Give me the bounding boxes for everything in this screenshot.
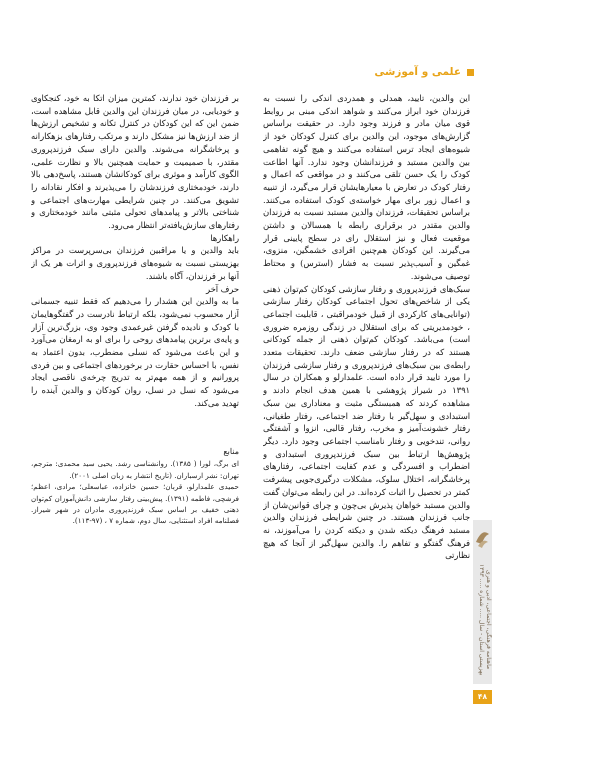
body-paragraph: این والدین، تایید، همدلی و همدردی اندکی را نسبت به فرزندان خود ابراز می‌کنند و شواهد اندکی مبنی بر روابط قوی میان مادر و فرزند وجود دارد. در حقیقت براساس گزارش‌های موجود، این والدین برای کنترل کودکان خود از شیوه‌های ایجاد ترس استفاده می‌کنند و هیچ گونه تفاهمی بین والدین مستبد و فرزندانشان وجود ندارد. آنها اطاعت کودک را یک حسن تلقی می‌کنند و در مواقعی که اعمال و رفتار کودک در تعارض با معیارهایشان قرار می‌گیرد، از تنبیه و اعمال زور برای مهار خواسته‌ی کودک استفاده می‌کنند. براساس تحقیقات، فرزندان والدین مستبد نسبت به فرزندان والدین مقتدر در برقراری رابطه با همسالان و داشتن موقعیت فعال و نیز استقلال رای در سطح پایینی قرار می‌گیرند. این کودکان هم‌چنین افرادی خشمگین، منزوی، غمگین و آسیب‌پذیر نسبت به فشار (استرس) و محتاط توصیف می‌شوند.	[263, 93, 470, 281]
body-paragraph: سبک‌های فرزندپروری و رفتار سازشی کودکان کم‌توان ذهنی یکی از شاخص‌های تحول اجتماعی کودکان رفتار سازشی (توانایی‌های کارکردی از قبیل خودمراقبتی ، قابلیت اجتماعی ، خودمدیریتی که برای استقلال در زندگی روزمره ضروری است) می‌باشد. کودکان کم‌توان ذهنی از جمله کودکانی هستند که در رفتار سازشی ضعف دارند. تحقیقات متعدد رابطه‌ی بین سبک‌های فرزندپروری و رفتار سازشی فرزندان را مورد تایید قرار داده است. علمدارلو و همکاران در سال ۱۳۹۱ در شیراز پژوهشی با همین هدف انجام دادند و مشاهده کردند که همبستگی مثبت و معناداری بین سبک استبدادی و سهل‌گیر با رفتار ضد اجتماعی، رفتار طغیانی، رفتار خشونت‌آمیز و مخرب، رفتار قالبی، انزوا و آشفتگی روانی، تندخویی و رفتار نامناسب اجتماعی وجود دارد. دیگر پژوهش‌ها ارتباط بین سبک فرزندپروری استبدادی و اضطراب و افسردگی و عدم کفایت اجتماعی، رفتارهای پرخاشگرانه، اختلال سلوک، مشکلات درگیری‌جویی پیشرفت کمتر در تحصیل را اثبات کرده‌اند. در این رابطه می‌توان گفت والدین مستبد خواهان پذیرش بی‌چون و چرای قوانین‌شان از جانب فرزندان هستند. در چنین شرایطی فرزندان والدین مستبد فرهنگ دیکته شدن و دیکته کردن را می‌آموزند، نه فرهنگ گفتگو و تفاهم را. والدین سهل‌گیر از آنجا که هیچ نظارتی	[263, 283, 470, 561]
right-text-column	[263, 92, 470, 760]
reference-item: حمیدی علمدارلو، قربان؛ حسین خانزاده، عباسعلی؛ مرادی، اعظم؛ فرشچی، فاطمه (۱۳۹۱). پیش‌بینی رفتار سازشی دانش‌آموزان کم‌توان ذهنی خفیف بر اساس سبک فرزندپروری مادران در شهر شیراز. فصلنامه افراد استثنایی، سال دوم، شماره ۷ ، (۹۷-۱۱۳).	[31, 482, 239, 526]
section-title: علمی و آموزشی	[374, 66, 461, 78]
section-marker-square	[467, 69, 474, 76]
body-paragraph: ما به والدین این هشدار را می‌دهیم که فقط تنبیه جسمانی آزار محسوب نمی‌شود، بلکه ارتباط نادرست در گفتگوهایمان با کودک و نادیده گرفتن غیرعمدی وجود وی، بزرگ‌ترین آزار و پایه‌ی برترین پیامدهای روحی را برای او به ارمغان می‌آورد و این باعث می‌شود که نسلی مضطرب، بدون اعتماد به نفس، با احساس حقارت در برخوردهای اجتماعی و بین فردی پرورانیم و از همه مهم‌تر به تدریج چرخه‌ی ناقصی ایجاد می‌شود که نسل در نسل، روان کودکان و والدین آینده را تهدید می‌کند.	[31, 296, 239, 408]
body-paragraph: باید والدین و یا مراقبین فرزندان بی‌سرپرست در مراکز بهزیستی نسبت به شیوه‌های فرزندپروری و اثرات هر یک از آنها بر فرزندان، آگاه باشند.	[31, 245, 239, 281]
subheading-final-word: حرف آخر	[206, 283, 239, 294]
section-header	[374, 66, 474, 78]
page-number: ۴۸	[473, 690, 492, 704]
sidebar-vertical-text: ماهنامه فرهنگی، اجتماعی، ادبی و هنری بهزیستی استان - سال ..... شماره ..... ۱۳۹۳	[478, 564, 492, 676]
references-title: منابع	[223, 446, 239, 456]
left-text-column	[31, 92, 239, 712]
subheading-solutions: راهکارها	[210, 232, 239, 243]
magazine-logo-icon	[473, 524, 492, 552]
body-paragraph: بر فرزندان خود ندارند، کمترین میزان اتکا به خود، کنجکاوی و خودیابی، در میان فرزندان این والدین قابل مشاهده است، ضمن این که این کودکان در کنترل تکانه و تشخیص ارزش‌ها از ضد ارزش‌ها نیز مشکل دارند و مرتکب رفتارهای بزهکارانه و پرخاشگرانه می‌شوند. والدین دارای سبک فرزندپروری مقتدر، با صمیمیت و حمایت همچنین بالا و نظارت علمی، الگوی کارآمد و موثری برای کودکانشان هستند، پاسخ‌دهی بالا دارند، خودمختاری فرزندشان را می‌پذیرند و افکار نقادانه را تشویق می‌کنند. در چنین شرایطی مهارت‌های اجتماعی و شناختی بالاتر و پیامدهای تحولی مثبتی مانند خودمختاری و رفتارهای سازش‌یافته‌تر انتظار می‌رود.	[31, 93, 239, 231]
reference-item: ای برگ، لورا ( ۱۳۸۵). روانشناسی رشد. یحیی سید محمدی: مترجم، تهران: نشر ارسباران. (تاریخ انتشار به زبان اصلی ۲۰۰۱).	[31, 459, 239, 480]
